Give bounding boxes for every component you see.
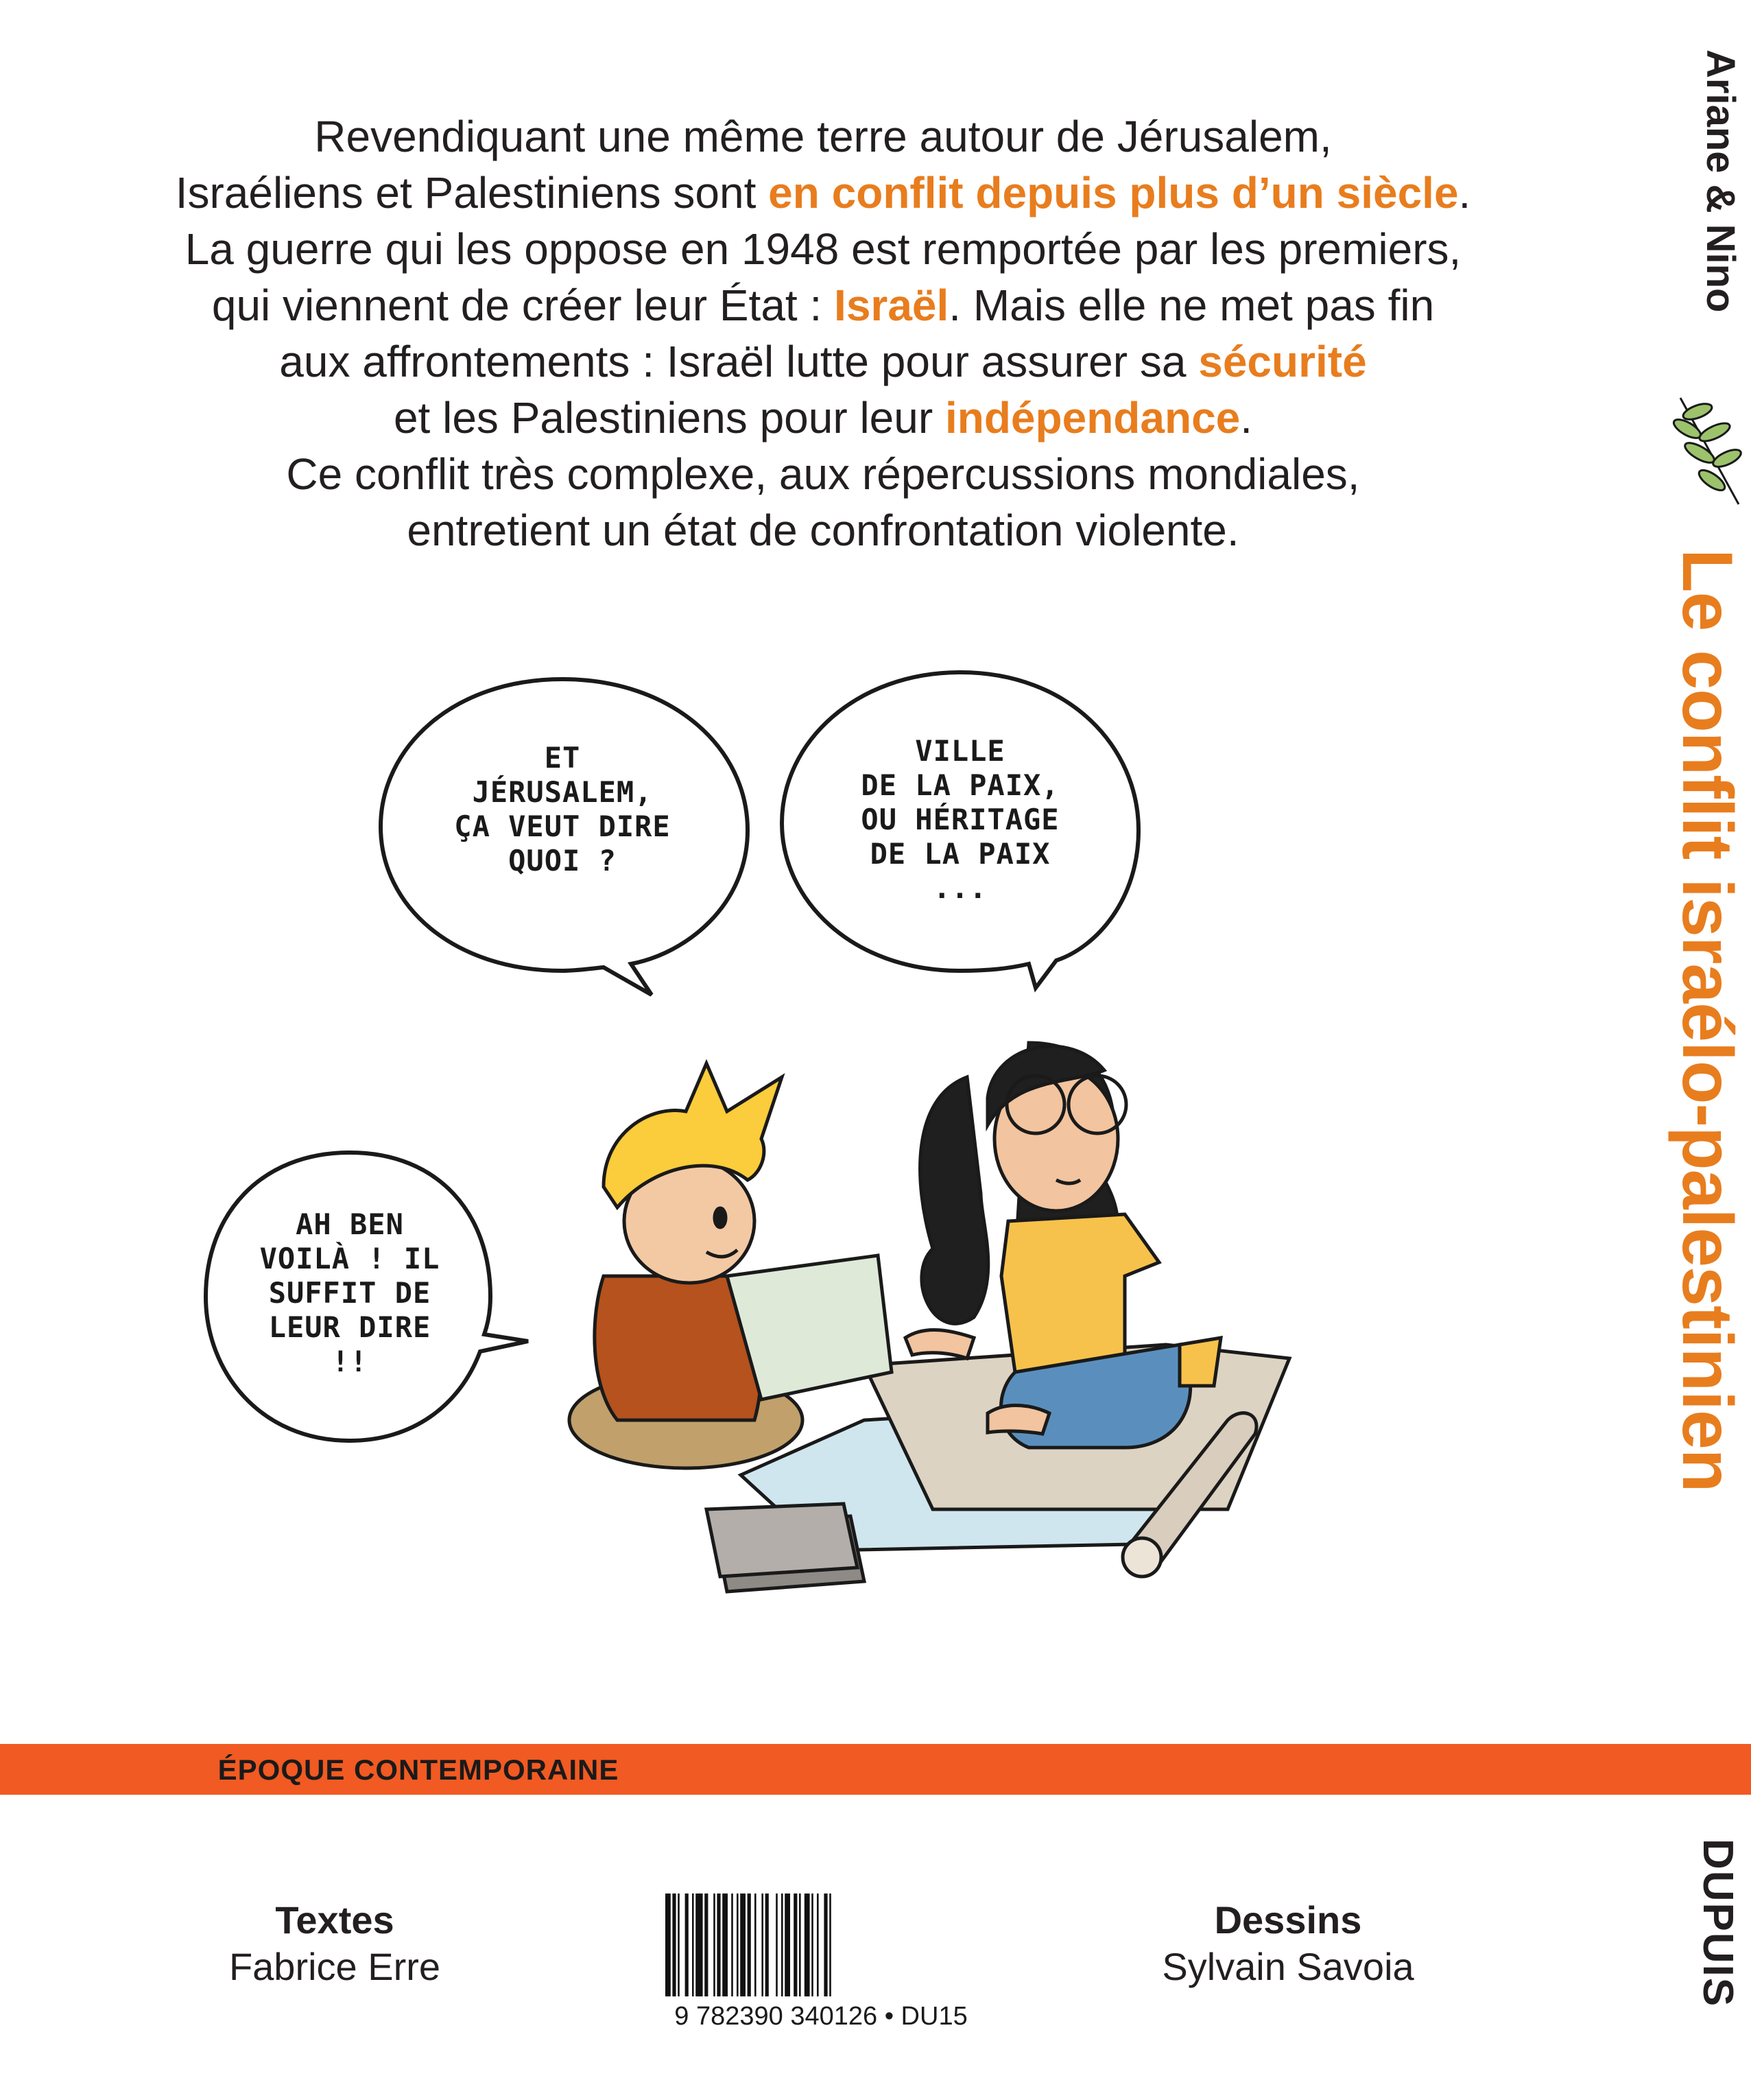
- barcode-bar: [740, 1893, 746, 1996]
- spine-series-name: Ariane & Nino: [1698, 49, 1743, 313]
- credit-drawings-role: Dessins: [1214, 1898, 1362, 1942]
- barcode-bar: [713, 1893, 715, 1996]
- barcode-bar: [665, 1893, 671, 1996]
- olive-branch-icon: [1667, 384, 1749, 515]
- blurb-line-1: Revendiquant une même terre autour de Jérusalem,: [314, 112, 1332, 161]
- barcode-bar: [748, 1893, 751, 1996]
- highlight-israel: Israël: [834, 281, 949, 330]
- blurb-line-4: qui viennent de créer leur État : Israël. Mais elle ne met pas fin: [211, 281, 1435, 330]
- blurb-line-5: aux affrontements : Israël lutte pour assurer sa sécurité: [279, 337, 1367, 386]
- blurb-line-6: et les Palestiniens pour leur indépendance.: [393, 393, 1253, 443]
- barcode-bar: [776, 1893, 778, 1996]
- credit-texts-name: Fabrice Erre: [228, 1945, 441, 1988]
- barcode-bar: [824, 1893, 827, 1996]
- barcode-bar: [781, 1893, 783, 1996]
- period-label: ÉPOQUE CONTEMPORAINE: [217, 1754, 619, 1786]
- credit-drawings-name: Sylvain Savoia: [1162, 1945, 1414, 1988]
- barcode-bar: [785, 1893, 790, 1996]
- barcode-bars: [660, 1893, 982, 1996]
- spine-book-title: Le conflit israélo-palestinien: [1667, 549, 1747, 1492]
- isbn-number: 9 782390 340126 • DU15: [674, 2002, 968, 2031]
- highlight-security: sécurité: [1198, 337, 1367, 386]
- barcode-bar: [737, 1893, 739, 1996]
- barcode-bar: [704, 1893, 708, 1996]
- nino-character: [569, 1063, 892, 1468]
- spine-publisher-logo: DUPUIS: [1694, 1839, 1741, 2008]
- blurb: [82, 108, 1564, 558]
- bubble-text-nino-question: ET JÉRUSALEM, ÇA VEUT DIRE QUOI ?: [454, 741, 671, 877]
- highlight-independence: indépendance: [944, 393, 1241, 443]
- blurb-line-3: La guerre qui les oppose en 1948 est remportée par les premiers,: [184, 224, 1462, 274]
- barcode-bar: [717, 1893, 720, 1996]
- blurb-line-7: Ce conflit très complexe, aux répercussions mondiales,: [286, 449, 1360, 499]
- barcode-bar: [811, 1893, 813, 1996]
- barcode-bar: [761, 1893, 763, 1996]
- bubble-text-ariane-answer: VILLE DE LA PAIX, OU HÉRITAGE DE LA PAIX ...: [861, 734, 1060, 905]
- credit-drawings: [1117, 1897, 1460, 1990]
- barcode-bar: [672, 1893, 676, 1996]
- blurb-line-2: Israéliens et Palestiniens sont en conflit depuis plus d’un siècle.: [175, 168, 1471, 217]
- barcode-bar: [692, 1893, 694, 1996]
- credit-texts: [163, 1897, 506, 1990]
- barcode-bar: [678, 1893, 680, 1996]
- barcode-bar: [695, 1893, 702, 1996]
- barcode-bar: [685, 1893, 689, 1996]
- barcode-bar: [731, 1893, 733, 1996]
- credit-texts-role: Textes: [275, 1898, 394, 1942]
- barcode-bar: [817, 1893, 819, 1996]
- barcode-bar: [799, 1893, 801, 1996]
- blurb-line-8: entretient un état de confrontation violente.: [407, 506, 1239, 555]
- comic-illustration: [0, 659, 1751, 1701]
- isbn-barcode: [660, 1893, 982, 2038]
- bubble-text-nino-reply: AH BEN VOILÀ ! IL SUFFIT DE LEUR DIRE !!: [259, 1207, 440, 1378]
- barcode-bar: [754, 1893, 757, 1996]
- barcode-bar: [794, 1893, 797, 1996]
- highlight-conflict: en conflit depuis plus d’un siècle: [768, 168, 1459, 217]
- barcode-bar: [722, 1893, 728, 1996]
- barcode-bar: [829, 1893, 831, 1996]
- barcode-bar: [805, 1893, 810, 1996]
- barcode-bar: [765, 1893, 769, 1996]
